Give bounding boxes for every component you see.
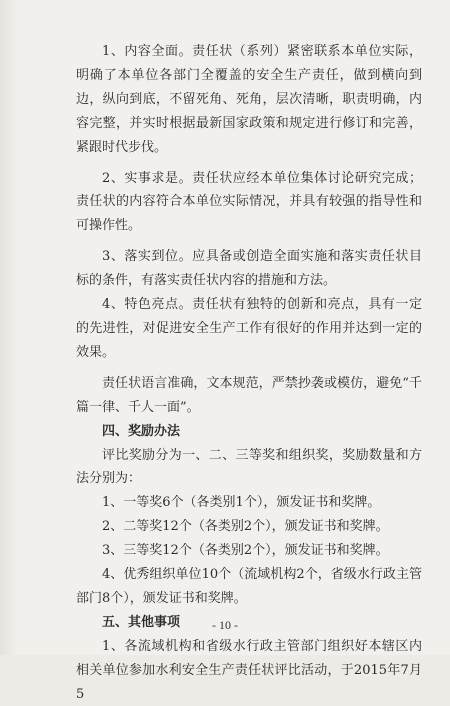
paragraph-note: 责任状语言准确，文本规范，严禁抄袭或模仿，避免“千篇一律、千人一面”。	[76, 375, 422, 415]
section-4-intro: 评比奖励分为一、二、三等奖和组织奖，奖励数量和方法分别为：	[76, 447, 422, 487]
award-item-3: 3、三等奖12个（各类别2个），颁发证书和奖牌。	[102, 543, 389, 559]
other-item-1: 1、各流域机构和省级水行政主管部门组织好本辖区内相关单位参加水利安全生产责任状评比活动，于2015年7月5	[76, 638, 422, 702]
award-item-4: 4、优秀组织单位10个（流域机构2个，省级水行政主管部门8个），颁发证书和奖牌。	[76, 567, 422, 606]
paragraph-item-1: 1、内容全面。责任状（系列）紧密联系本单位实际，明确了本单位各部门全覆盖的安全生产责任，做到横向到边，纵向到底，不留死角、死角，层次清晰，职责明确，内容完整，并实时根据最新国家政策和规定进行修订和完善，紧跟时代步伐。	[76, 44, 422, 155]
paragraph-item-4: 4、特色亮点。责任状有独特的创新和亮点，具有一定的先进性，对促进安全生产工作有很好的作用并达到一定的效果。	[76, 297, 422, 360]
section-4-heading: 四、奖励办法	[102, 423, 181, 439]
page-number: - 10 -	[212, 618, 238, 632]
section-5-heading: 五、其他事项	[102, 614, 181, 630]
award-item-2: 2、二等奖12个（各类别2个），颁发证书和奖牌。	[102, 519, 389, 535]
paragraph-item-3: 3、落实到位。应具备或创造全面实施和落实责任状目标的条件，有落实责任状内容的措施和方法。	[76, 249, 422, 289]
paragraph-item-2: 2、实事求是。责任状应经本单位集体讨论研究完成；责任状的内容符合本单位实际情况，并具有较强的指导性和可操作性。	[76, 170, 422, 234]
document-body	[76, 40, 422, 706]
award-item-1: 1、一等奖6个（各类别1个），颁发证书和奖牌。	[102, 495, 381, 511]
